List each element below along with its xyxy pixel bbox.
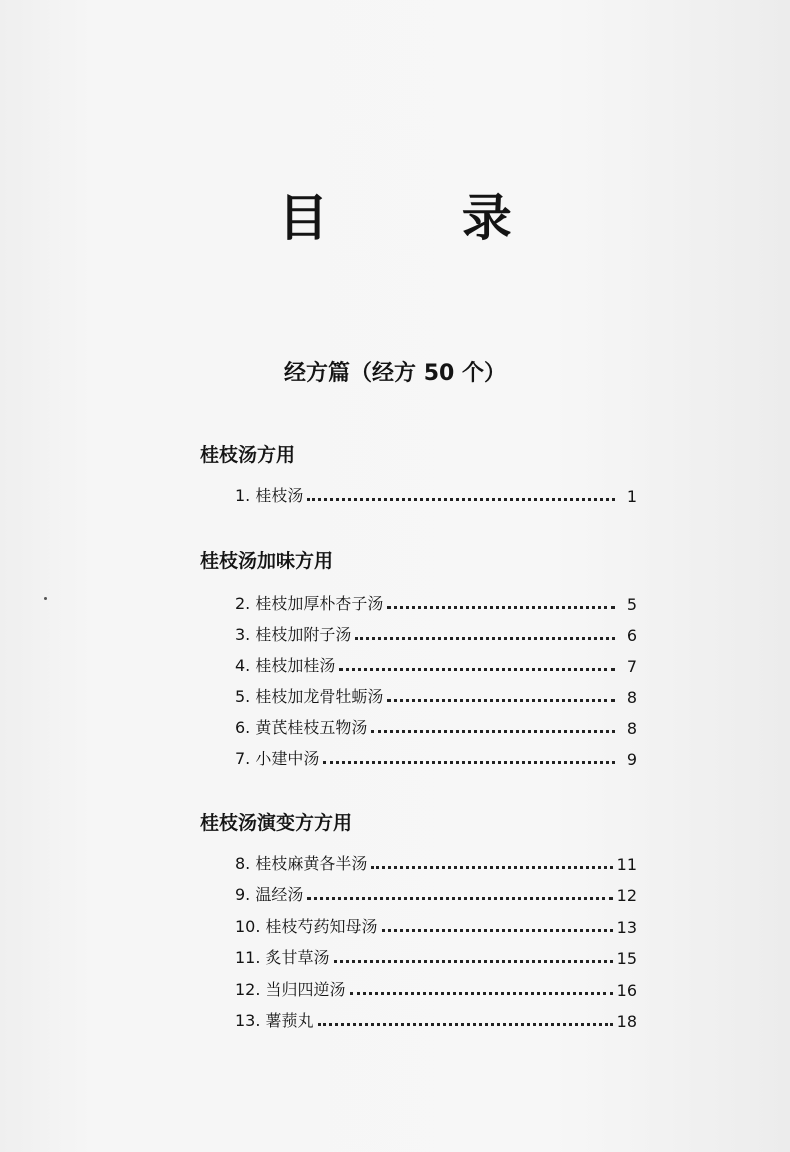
leader-dots [334, 960, 613, 963]
toc-entry-label: 9. 温经汤 [235, 885, 304, 904]
leader-dots [350, 992, 613, 995]
toc-entry-page: 18 [616, 1012, 637, 1031]
leader-dots [387, 606, 615, 609]
toc-entry-label: 5. 桂枝加龙骨牡蛎汤 [235, 687, 384, 706]
speck-mark [44, 597, 47, 600]
toc-entry[interactable] [235, 652, 637, 676]
toc-entry[interactable] [235, 913, 637, 937]
toc-entry[interactable] [235, 944, 637, 968]
toc-entry-page: 11 [616, 855, 637, 874]
toc-entry[interactable] [235, 745, 637, 769]
toc-entry-page: 13 [616, 918, 637, 937]
part-heading: 经方篇（经方 50 个） [284, 361, 506, 386]
page-title: 目 录 [278, 188, 570, 247]
leader-dots [382, 929, 613, 932]
leader-dots [339, 668, 615, 671]
toc-entry[interactable] [235, 714, 637, 738]
toc-entry[interactable] [235, 590, 637, 614]
toc-entry[interactable] [235, 976, 637, 1000]
toc-entry[interactable] [235, 621, 637, 645]
leader-dots [355, 637, 615, 640]
toc-entry[interactable] [235, 850, 637, 874]
toc-entry-label: 2. 桂枝加厚朴杏子汤 [235, 594, 384, 613]
leader-dots [318, 1023, 613, 1026]
toc-entry[interactable] [235, 683, 637, 707]
toc-entry-label: 13. 薯蓣丸 [235, 1011, 314, 1030]
section-heading-guizhi-tang: 桂枝汤方用 [200, 444, 296, 466]
toc-entry-page: 1 [626, 487, 637, 506]
toc-entry-page: 7 [626, 657, 637, 676]
leader-dots [307, 897, 612, 900]
leader-dots [307, 498, 615, 501]
toc-entry-label: 11. 炙甘草汤 [235, 948, 330, 967]
toc-entry[interactable] [235, 482, 637, 506]
toc-entry-page: 8 [626, 688, 637, 707]
toc-entry-label: 12. 当归四逆汤 [235, 980, 346, 999]
toc-entry-page: 6 [626, 626, 637, 645]
toc-entry[interactable] [235, 881, 637, 905]
toc-entry-page: 16 [616, 981, 637, 1000]
toc-entry-page: 12 [616, 886, 637, 905]
toc-entry-page: 9 [626, 750, 637, 769]
toc-entry-page: 5 [626, 595, 637, 614]
toc-entry-label: 10. 桂枝芍药知母汤 [235, 917, 378, 936]
toc-entry-page: 15 [616, 949, 637, 968]
section-heading-jiawei: 桂枝汤加味方用 [200, 550, 334, 572]
toc-entry-label: 1. 桂枝汤 [235, 486, 304, 505]
toc-entry-page: 8 [626, 719, 637, 738]
leader-dots [387, 699, 615, 702]
section-heading-yanbian: 桂枝汤演变方方用 [200, 812, 353, 834]
toc-entry[interactable] [235, 1007, 637, 1031]
toc-entry-label: 7. 小建中汤 [235, 749, 320, 768]
leader-dots [371, 866, 612, 869]
toc-entry-label: 3. 桂枝加附子汤 [235, 625, 352, 644]
leader-dots [323, 761, 615, 764]
toc-entry-label: 4. 桂枝加桂汤 [235, 656, 336, 675]
toc-entry-label: 8. 桂枝麻黄各半汤 [235, 854, 368, 873]
toc-entry-label: 6. 黄芪桂枝五物汤 [235, 718, 368, 737]
leader-dots [371, 730, 615, 733]
